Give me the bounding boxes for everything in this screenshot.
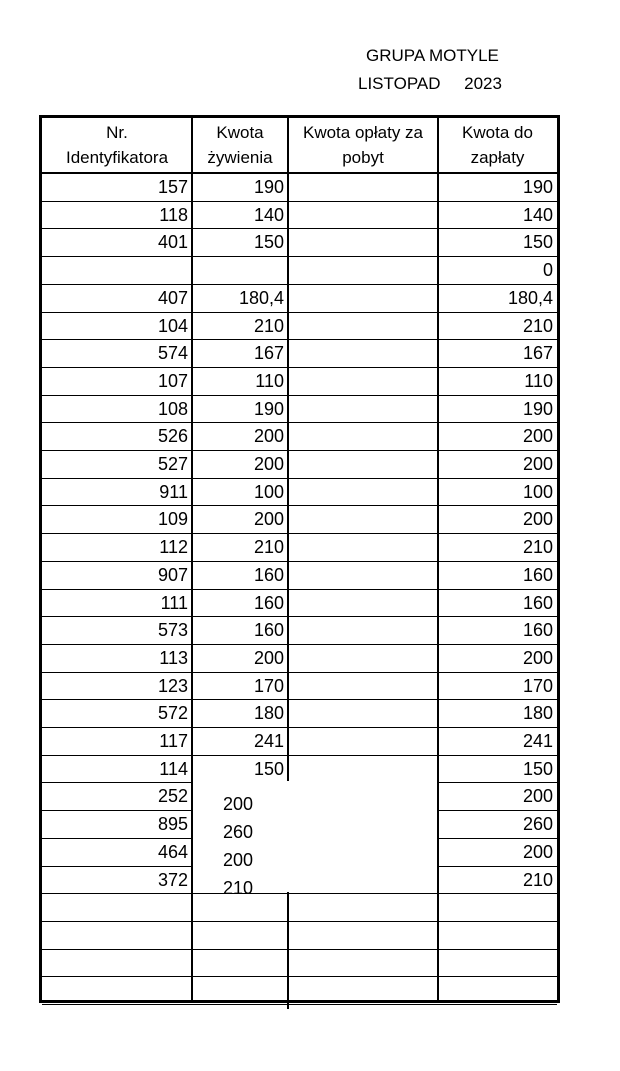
cell-zywienie: 150 [253,758,284,779]
cell-zaplata: 260 [522,814,553,835]
cell-zywienie: 210 [253,537,284,558]
cell-pobyt [288,783,434,810]
cell-zywienie [192,950,284,977]
cell-zywienie: 200 [222,849,254,870]
cell-id: 372 [157,869,188,890]
cell-id [42,977,188,1004]
cell-id: 111 [160,592,188,613]
cell-zaplata [438,977,553,1004]
header-line: Kwota do [462,123,533,142]
cell-id [42,922,188,949]
cell-zywienie: 190 [253,177,284,197]
cell-pobyt [288,423,434,450]
cell-pobyt [288,340,434,367]
cell-zaplata: 167 [522,343,553,364]
cell-zywienie: 180,4 [238,287,284,308]
cell-zywienie: 200 [253,426,284,447]
cell-zaplata: 200 [522,841,553,862]
cell-zywienie: 180 [253,703,284,724]
cell-zywienie [192,922,284,949]
cell-pobyt [288,894,434,921]
cell-id [42,257,188,284]
cell-id: 401 [157,232,188,253]
cell-zaplata: 170 [522,675,553,696]
cell-pobyt [288,451,434,478]
cell-id: 464 [157,841,188,862]
cell-pobyt [288,285,434,312]
cell-zaplata [438,950,553,977]
cell-zywienie [192,257,284,284]
cell-id: 108 [157,398,188,419]
cell-pobyt [288,839,434,866]
header-pobyt [288,118,438,172]
cell-zaplata: 0 [542,260,553,281]
header-line: zapłaty [470,148,525,167]
header-line: Kwota opłaty za [302,123,423,142]
cell-id: 252 [157,786,188,807]
cell-pobyt [288,506,434,533]
cell-zywienie [192,977,284,1004]
cell-pobyt [288,673,434,700]
cell-pobyt [288,645,434,672]
cell-zaplata: 110 [524,370,553,391]
cell-zywienie: 190 [253,398,284,419]
cell-id: 118 [159,204,188,225]
cell-zaplata: 190 [522,177,553,197]
cell-pobyt [288,700,434,727]
cell-zaplata: 160 [522,564,553,585]
cell-zywienie: 200 [253,454,284,474]
cell-zaplata: 190 [522,398,553,419]
cell-zywienie: 200 [253,509,284,530]
header-line: pobyt [342,148,384,167]
cell-zaplata: 180 [522,703,553,724]
cell-zaplata [438,894,553,921]
cell-id: 117 [159,731,188,751]
cell-id: 109 [157,509,188,530]
cell-zaplata: 210 [522,537,553,558]
cell-id: 573 [157,620,188,641]
cell-id: 907 [157,564,188,585]
cell-id: 574 [157,343,188,364]
cell-zywienie: 140 [253,204,284,225]
cell-zaplata: 241 [522,731,553,751]
cell-pobyt [288,811,434,838]
cell-zaplata: 210 [522,869,553,890]
cell-zaplata: 160 [522,620,553,641]
cell-zywienie: 170 [253,675,284,696]
cell-pobyt [288,257,434,284]
header-line: żywienia [207,148,273,167]
cell-zaplata: 200 [522,426,553,447]
cell-pobyt [288,534,434,561]
header-zywienie [192,118,288,172]
cell-pobyt [288,922,434,949]
cell-zaplata: 180,4 [507,287,553,308]
header-line: Identyfikatora [65,148,169,167]
cell-id: 157 [157,177,188,197]
cell-id: 911 [159,481,188,502]
header-line: Nr. [106,123,128,142]
cell-id: 895 [157,814,188,835]
cell-zywienie: 160 [253,564,284,585]
cell-zywienie: 150 [253,232,284,253]
cell-zaplata: 200 [522,509,553,530]
cell-zywienie: 160 [253,592,284,613]
cell-id: 112 [159,537,188,558]
cell-zaplata: 100 [522,481,553,502]
cell-zywienie: 200 [222,794,254,815]
cell-zaplata: 140 [522,204,553,225]
cell-id: 107 [157,370,188,391]
payment-table [39,115,560,1003]
cell-zaplata: 210 [522,315,553,336]
document-period: LISTOPAD 2023 [358,74,502,93]
cell-zywienie [192,894,284,921]
cell-id: 527 [157,454,188,474]
document-title: GRUPA MOTYLE [366,46,499,65]
cell-pobyt [288,950,434,977]
cell-pobyt [288,617,434,644]
cell-pobyt [288,562,434,589]
cell-zaplata: 150 [522,758,553,779]
cell-pobyt [288,977,434,1004]
cell-zywienie: 241 [253,731,284,751]
cell-zaplata: 150 [522,232,553,253]
header-line: Kwota [216,123,264,142]
cell-zywienie: 100 [253,481,284,502]
cell-pobyt [288,202,434,229]
cell-zywienie: 167 [253,343,284,364]
cell-zaplata: 200 [522,786,553,807]
cell-zaplata [438,922,553,949]
cell-pobyt [288,867,434,894]
cell-pobyt [288,479,434,506]
cell-id: 104 [157,315,188,336]
cell-pobyt [288,590,434,617]
cell-id: 526 [157,426,188,447]
cell-zywienie: 260 [222,822,254,843]
cell-zaplata: 200 [522,454,553,474]
cell-zywienie: 160 [253,620,284,641]
cell-pobyt [288,229,434,256]
cell-id [42,950,188,977]
cell-id: 114 [159,758,188,779]
cell-id: 407 [157,287,188,308]
cell-zywienie: 110 [255,370,284,391]
cell-zywienie: 210 [253,315,284,336]
cell-pobyt [288,396,434,423]
cell-pobyt [288,756,434,783]
header-zaplata [438,118,557,172]
cell-pobyt [288,174,434,201]
cell-pobyt [288,313,434,340]
cell-pobyt [288,368,434,395]
cell-zaplata: 160 [522,592,553,613]
cell-id: 572 [157,703,188,724]
cell-id: 123 [157,675,188,696]
cell-zywienie: 210 [222,877,254,898]
cell-pobyt [288,728,434,755]
cell-zaplata: 200 [522,647,553,668]
cell-id: 113 [159,647,188,668]
cell-id [42,894,188,921]
header-id [42,118,192,172]
cell-zywienie: 200 [253,647,284,668]
